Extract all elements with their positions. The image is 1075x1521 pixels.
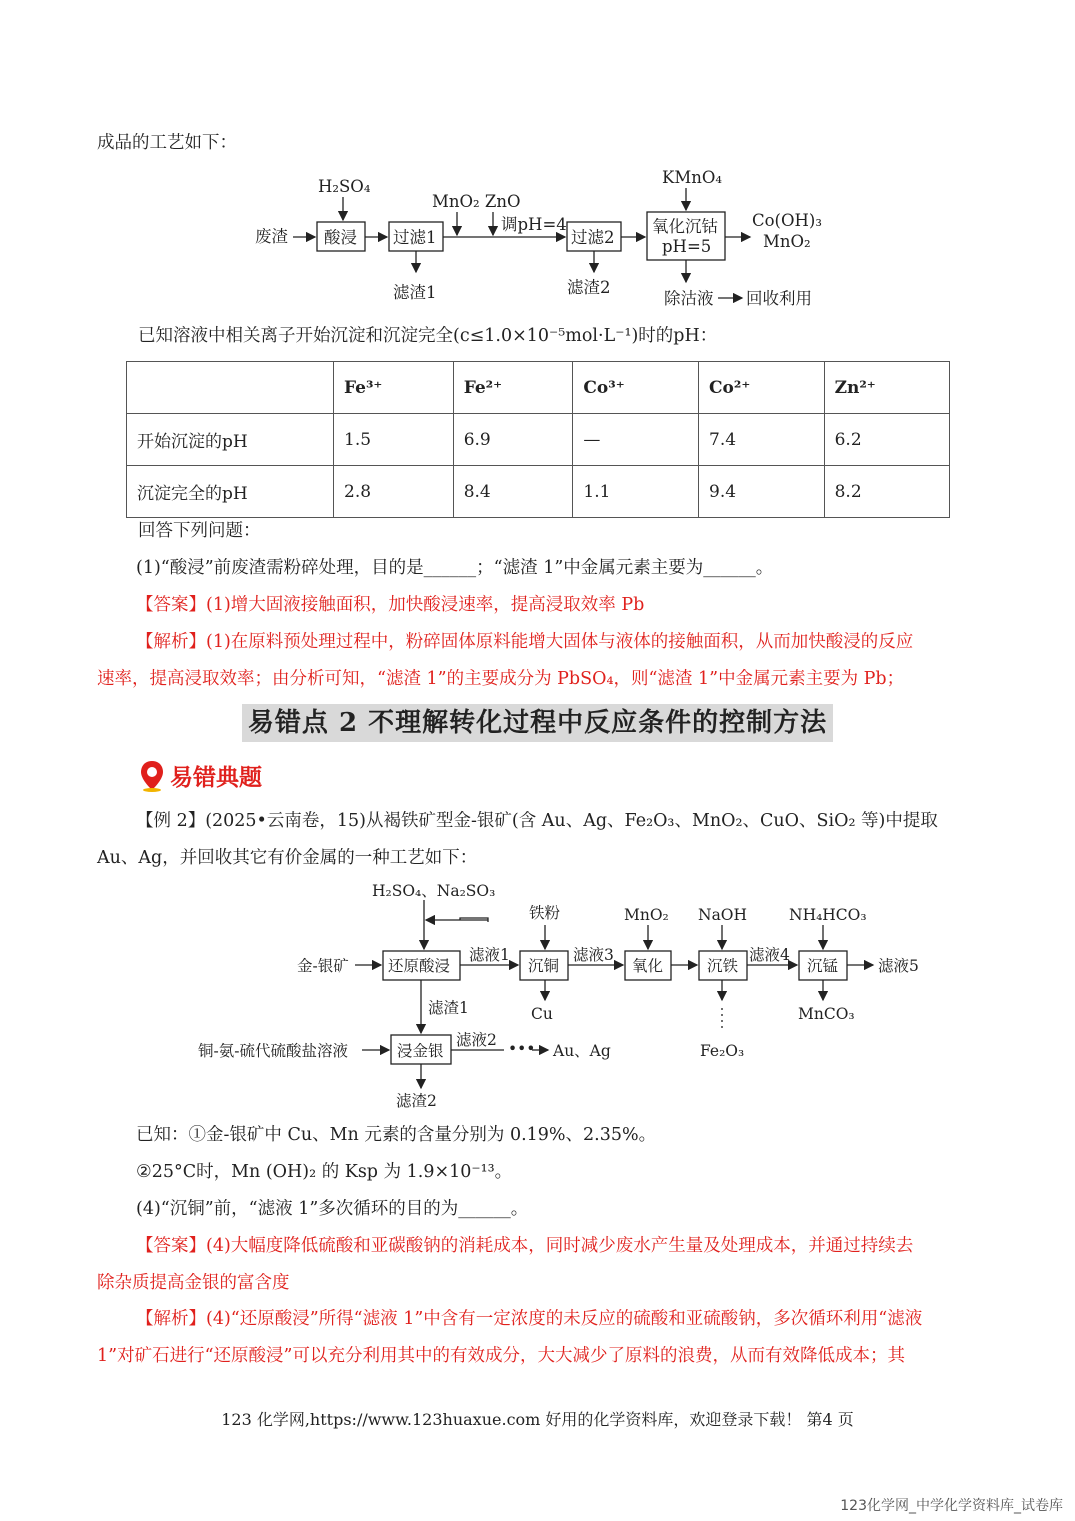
known-text: 已知溶液中相关离子开始沉淀和沉淀完全(c≤1.0×10⁻⁵mol·L⁻¹)时的pH： <box>138 326 718 346</box>
known-2-line2: ②25°C时，Mn (OH)₂ 的 Ksp 为 1.9×10⁻¹³。 <box>136 1162 513 1182</box>
flow2-box-fe: 沉铁 <box>707 957 739 975</box>
table-header-cell: Zn²⁺ <box>824 362 949 414</box>
flow1-box-oxid-2: pH=5 <box>662 237 712 256</box>
flow1-h2so4: H₂SO₄ <box>318 177 371 196</box>
flow2-box-cu: 沉铜 <box>528 957 560 975</box>
intro-text: 成品的工艺如下： <box>97 133 237 153</box>
flow2-au-ag: Au、Ag <box>553 1042 611 1060</box>
known-2-line1: 已知：①金-银矿中 Cu、Mn 元素的含量分别为 0.19%、2.35%。 <box>136 1125 657 1145</box>
table-header-cell: Co²⁺ <box>699 362 825 414</box>
flow2-box-mn: 沉锰 <box>807 957 839 975</box>
explanation-4-line2: 1”对矿石进行“还原酸浸”可以充分利用其中的有效成分，大大减少了原料的浪费，从而有效降低成本；其 <box>97 1346 905 1366</box>
flow1-adjust-ph: 调pH=4 <box>501 215 567 234</box>
explanation-1-line2: 速率，提高浸取效率；由分析可知，“滤渣 1”的主要成分为 PbSO₄，则“滤渣 1”中金属元素主要为 Pb； <box>97 669 905 689</box>
flow2-box-leach: 浸金银 <box>397 1042 444 1060</box>
table-cell: 1.1 <box>573 466 699 518</box>
example-2-line1: 【例 2】(2025•云南卷，15)从褐铁矿型金-银矿(含 Au、Ag、Fe₂O₃、MnO₂、CuO、SiO₂ 等)中提取 <box>136 811 938 831</box>
flow1-liquid: 除沽液 <box>664 289 714 308</box>
flow2-filtrate2: 滤液2 <box>456 1031 497 1049</box>
answer-4-line1: 【答案】(4)大幅度降低硫酸和亚碳酸钠的消耗成本，同时减少废水产生量及处理成本，并通过持续去 <box>136 1236 914 1256</box>
answer-1: 【答案】(1)增大固液接触面积，加快酸浸速率，提高浸取效率 Pb <box>136 595 645 615</box>
question-1: (1)“酸浸”前废渣需粉碎处理，目的是______；“滤渣 1”中金属元素主要为______。 <box>136 558 774 578</box>
table-cell: 9.4 <box>699 466 825 518</box>
flow2-residue2: 滤渣2 <box>396 1092 437 1110</box>
table-header-cell: Fe³⁺ <box>334 362 454 414</box>
flow1-product-1: Co(OH)₃ <box>752 211 822 230</box>
table-cell: 6.2 <box>824 414 949 466</box>
flow2-iron-powder: 铁粉 <box>529 904 561 922</box>
table-cell: — <box>573 414 699 466</box>
flow2-fe2o3: Fe₂O₃ <box>700 1042 745 1060</box>
flow1-recycle: 回收利用 <box>746 289 812 308</box>
flow2-cu: Cu <box>531 1005 553 1023</box>
table-cell: 沉淀完全的pH <box>127 466 334 518</box>
example-2-line2: Au、Ag，并回收其它有价金属的一种工艺如下： <box>97 848 478 868</box>
flow2-filtrate5: 滤液5 <box>878 957 919 975</box>
question-4: (4)“沉铜”前，“滤液 1”多次循环的目的为______。 <box>136 1199 529 1219</box>
flow2-reagent-top: H₂SO₄、Na₂SO₃ <box>372 882 496 900</box>
page-footer: 123 化学网,https://www.123huaxue.com 好用的化学资料库，欢迎登录下载！ 第4 页 <box>221 1410 854 1429</box>
flow1-box-filter1: 过滤1 <box>393 228 437 247</box>
flow1-residue2: 滤渣2 <box>567 278 611 297</box>
flow1-box-filter2: 过滤2 <box>571 228 615 247</box>
watermark: 123化学网_中学化学资料库_试卷库 <box>840 1498 1063 1514</box>
flow2-mnco3: MnCO₃ <box>798 1005 855 1023</box>
flow2-filtrate1: 滤液1 <box>469 946 510 964</box>
table-cell: 1.5 <box>334 414 454 466</box>
flow1-mno2-zno: MnO₂ ZnO <box>432 192 521 211</box>
flow2-mno2: MnO₂ <box>624 906 669 924</box>
flow1-residue1: 滤渣1 <box>393 283 437 302</box>
table-cell: 开始沉淀的pH <box>127 414 334 466</box>
flow2-residue1: 滤渣1 <box>428 999 469 1017</box>
table-cell: 7.4 <box>699 414 825 466</box>
flow2-nh4hco3: NH₄HCO₃ <box>789 906 867 924</box>
table-cell: 6.9 <box>453 414 573 466</box>
section-title: 易错典题 <box>170 764 262 791</box>
explanation-4-line1: 【解析】(4)“还原酸浸”所得“滤液 1”中含有一定浓度的未反应的硫酸和亚硫酸钠，多次循环利用“滤液 <box>136 1309 923 1329</box>
flow1-kmno4: KMnO₄ <box>662 168 722 187</box>
section-heading: 易错点 2 不理解转化过程中反应条件的控制方法 <box>242 704 833 742</box>
table-cell: 2.8 <box>334 466 454 518</box>
explanation-1-line1: 【解析】(1)在原料预处理过程中，粉碎固体原料能增大固体与液体的接触面积，从而加快酸浸的反应 <box>136 632 914 652</box>
answer-4-line2: 除杂质提高金银的富含度 <box>97 1273 290 1293</box>
flow2-naoh: NaOH <box>698 906 748 924</box>
answer-prompt: 回答下列问题： <box>138 521 261 541</box>
flow2-dots: ••• <box>508 1040 536 1058</box>
table-cell: 8.4 <box>453 466 573 518</box>
flow2-box-reduce: 还原酸浸 <box>388 957 451 975</box>
flow2-filtrate4: 滤液4 <box>749 946 790 964</box>
flow1-box-oxid-1: 氧化沉钴 <box>652 217 718 236</box>
flow2-filtrate3: 滤液3 <box>573 946 614 964</box>
flow2-leach-solution: 铜-氨-硫代硫酸盐溶液 <box>198 1042 348 1060</box>
table-header-cell: Co³⁺ <box>573 362 699 414</box>
flow1-input: 废渣 <box>255 227 288 246</box>
flow1-product-2: MnO₂ <box>763 232 811 251</box>
flow1-box-acid: 酸浸 <box>324 228 357 247</box>
table-cell: 8.2 <box>824 466 949 518</box>
flow2-box-oxid: 氧化 <box>632 957 664 975</box>
flow2-ore: 金-银矿 <box>297 957 349 975</box>
table-header-cell: Fe²⁺ <box>453 362 573 414</box>
